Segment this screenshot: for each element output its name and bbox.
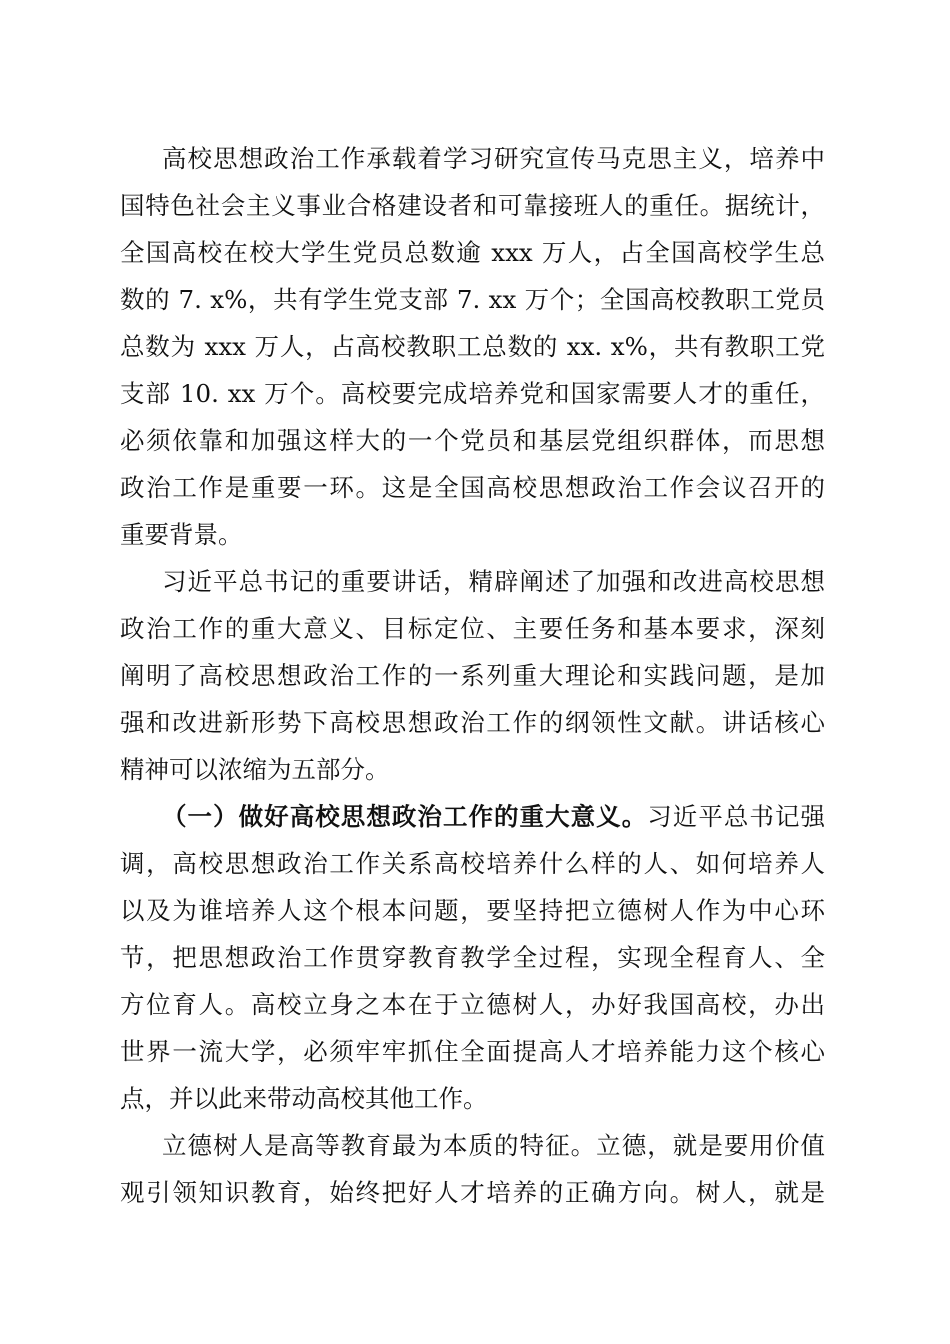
paragraph-1-line-2: 国特色社会主义事业合格建设者和可靠接班人的重任。据统计，: [120, 191, 825, 220]
paragraph-4-line-1: 立德树人是高等教育最为本质的特征。立德，就是要用价值: [162, 1131, 825, 1160]
paragraph-3-line-4: 节，把思想政治工作贯穿教育教学全过程，实现全程育人、全: [120, 943, 825, 972]
paragraph-2-line-3: 阐明了高校思想政治工作的一系列重大理论和实践问题，是加: [120, 661, 825, 690]
paragraph-1-line-5: 总数为 xxx 万人，占高校教职工总数的 xx. x%，共有教职工党: [120, 332, 825, 361]
paragraph-1-line-3: 全国高校在校大学生党员总数逾 xxx 万人，占全国高校学生总: [120, 238, 825, 267]
paragraph-4-line-2: 观引领知识教育，始终把好人才培养的正确方向。树人，就是: [120, 1178, 825, 1207]
section-heading-rest: 习近平总书记强: [647, 802, 826, 831]
section-heading: （一）做好高校思想政治工作的重大意义。: [162, 802, 648, 831]
paragraph-3-line-2: 调，高校思想政治工作关系高校培养什么样的人、如何培养人: [120, 849, 825, 878]
paragraph-3-line-3: 以及为谁培养人这个根本问题，要坚持把立德树人作为中心环: [120, 896, 825, 925]
paragraph-2-line-1: 习近平总书记的重要讲话，精辟阐述了加强和改进高校思想: [162, 567, 825, 596]
paragraph-1-line-4: 数的 7. x%，共有学生党支部 7. xx 万个；全国高校教职工党员: [120, 285, 825, 314]
paragraph-2-line-5: 精神可以浓缩为五部分。: [120, 755, 390, 784]
paragraph-3-line-1: [162, 797, 825, 837]
paragraph-1-line-9: 重要背景。: [120, 520, 243, 549]
paragraph-1-line-1: 高校思想政治工作承载着学习研究宣传马克思主义，培养中: [162, 144, 825, 173]
paragraph-1-line-8: 政治工作是重要一环。这是全国高校思想政治工作会议召开的: [120, 473, 825, 502]
paragraph-2-line-4: 强和改进新形势下高校思想政治工作的纲领性文献。讲话核心: [120, 708, 825, 737]
paragraph-3-line-5: 方位育人。高校立身之本在于立德树人，办好我国高校，办出: [120, 990, 825, 1019]
paragraph-1-line-7: 必须依靠和加强这样大的一个党员和基层党组织群体，而思想: [120, 426, 825, 455]
paragraph-3-line-7: 点，并以此来带动高校其他工作。: [120, 1084, 488, 1113]
paragraph-3-line-6: 世界一流大学，必须牢牢抓住全面提高人才培养能力这个核心: [120, 1037, 825, 1066]
paragraph-2-line-2: 政治工作的重大意义、目标定位、主要任务和基本要求，深刻: [120, 614, 825, 643]
paragraph-1-line-6: 支部 10. xx 万个。高校要完成培养党和国家需要人才的重任，: [120, 379, 825, 408]
